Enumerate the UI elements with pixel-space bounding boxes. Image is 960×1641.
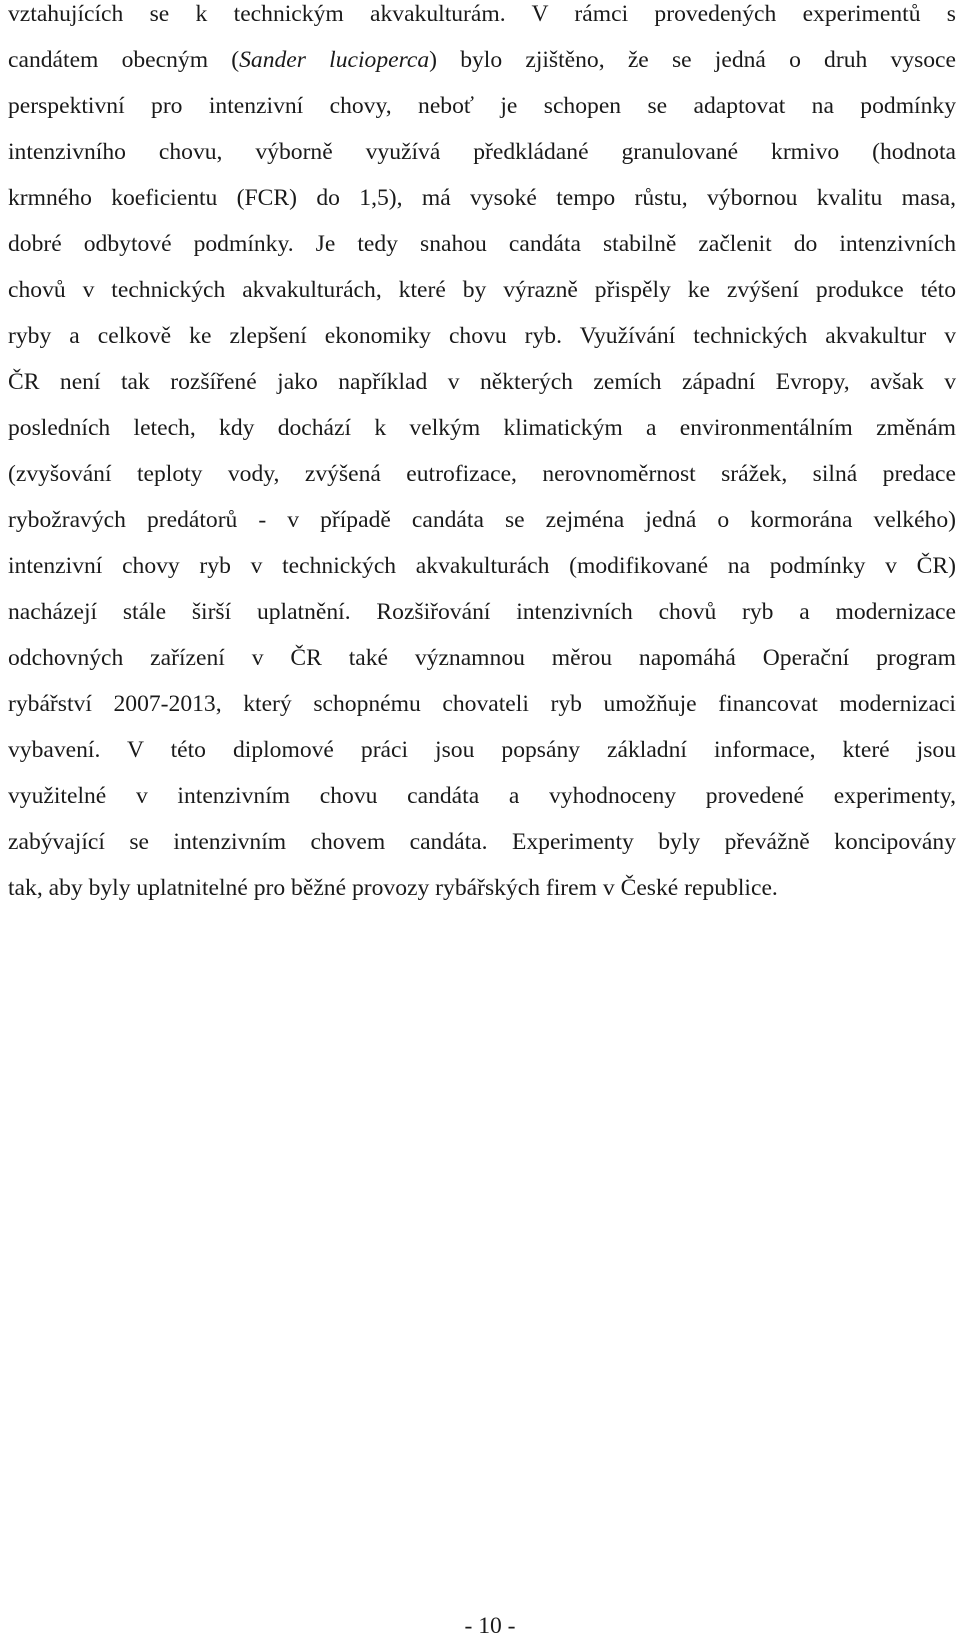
text-line: krmného koeficientu (FCR) do 1,5), má vysoké tempo růstu, výbornou kvalitu masa, [8,185,956,211]
text-line: rybožravých predátorů - v případě candáta se zejména jedná o kormorána velkého) [8,507,956,533]
page-number: - 10 - [464,1613,516,1639]
text-line: dobré odbytové podmínky. Je tedy snahou candáta stabilně začlenit do intenzivních [8,231,956,257]
text-line: zabývající se intenzivním chovem candáta. Experimenty byly převážně koncipovány [8,829,956,855]
text-line: chovů v technických akvakulturách, které by výrazně přispěly ke zvýšení produkce této [8,277,956,303]
text-line-last: tak, aby byly uplatnitelné pro běžné provozy rybářských firem v České republice. [8,875,778,901]
text-line: vybavení. V této diplomové práci jsou popsány základní informace, které jsou [8,737,956,763]
text-run: ) bylo zjištěno, že se jedná o druh vysoce [429,47,957,73]
text-line: intenzivní chovy ryb v technických akvakulturách (modifikované na podmínky v ČR) [8,553,956,579]
species-latin-name: Sander lucioperca [239,47,430,73]
text-line: ryby a celkově ke zlepšení ekonomiky chovu ryb. Využívání technických akvakultur v [8,323,956,349]
text-line: posledních letech, kdy dochází k velkým klimatickým a environmentálním změnám [8,415,956,441]
text-line: využitelné v intenzivním chovu candáta a vyhodnoceny provedené experimenty, [8,783,956,809]
text-line: odchovných zařízení v ČR také významnou měrou napomáhá Operační program [8,645,956,671]
text-run: candátem obecným ( [8,47,240,73]
text-line: ČR není tak rozšířené jako například v některých zemích západní Evropy, avšak v [8,369,956,395]
text-line: (zvyšování teploty vody, zvýšená eutrofizace, nerovnoměrnost srážek, silná predace [8,461,956,487]
text-line: perspektivní pro intenzivní chovy, neboť je schopen se adaptovat na podmínky [8,93,956,119]
text-line: rybářství 2007-2013, který schopnému chovateli ryb umožňuje financovat modernizaci [8,691,956,717]
text-line: nacházejí stále širší uplatnění. Rozšiřování intenzivních chovů ryb a modernizace [8,599,956,625]
text-line [8,37,956,83]
body-paragraph [8,0,956,911]
text-line: intenzivního chovu, výborně využívá předkládané granulované krmivo (hodnota [8,139,956,165]
text-line: vztahujících se k technickým akvakulturám. V rámci provedených experimentů s [8,1,956,27]
